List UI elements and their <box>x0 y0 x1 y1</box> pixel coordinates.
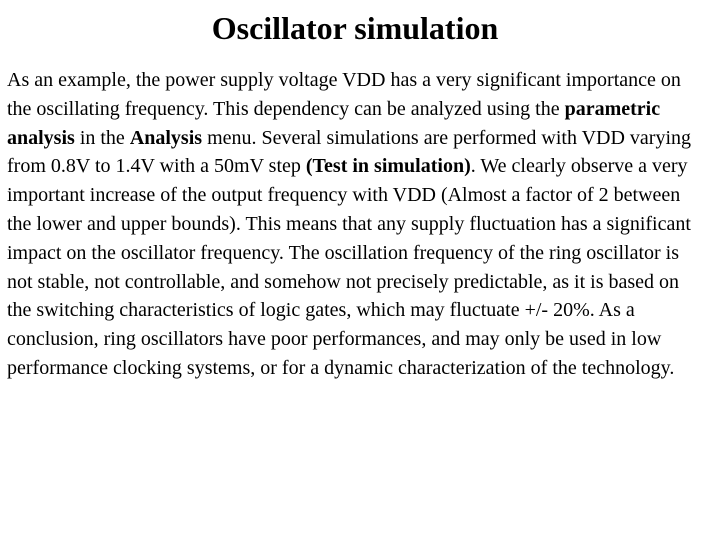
text-segment: menu. Several simulations are performed with VDD varying from 0.8V to 1.4V with a 50mV step <box>7 126 692 178</box>
text-segment: in the <box>74 126 130 149</box>
bold-term-test-in-simulation: (Test in simulation) <box>305 155 471 178</box>
bold-term-analysis-menu: Analysis <box>129 126 203 149</box>
bold-term-parametric-analysis: parametric analysis <box>7 97 661 149</box>
slide-title: Oscillator simulation <box>211 10 499 46</box>
text-segment: . We clearly observe a very important increase of the output frequency with VDD (Almost a factor of 2 between the lower and upper bounds). This means that any supply fluctuation has a significant impact on the oscillator frequency. The oscillation frequency of the ring oscillator is not stable, not controllable, and somehow not precisely predictable, as it is based on the switching characteristics of logic gates, which may fluctuate +/- 20%. As a conclusion, ring oscillators have poor performances, and may only be used in low performance clocking systems, or for a dynamic characterization of the technology. <box>7 155 691 379</box>
body-paragraph <box>7 66 707 383</box>
text-segment: As an example, the power supply voltage VDD has a very significant importance on the oscillating frequency. This dependency can be analyzed using the <box>7 69 681 120</box>
